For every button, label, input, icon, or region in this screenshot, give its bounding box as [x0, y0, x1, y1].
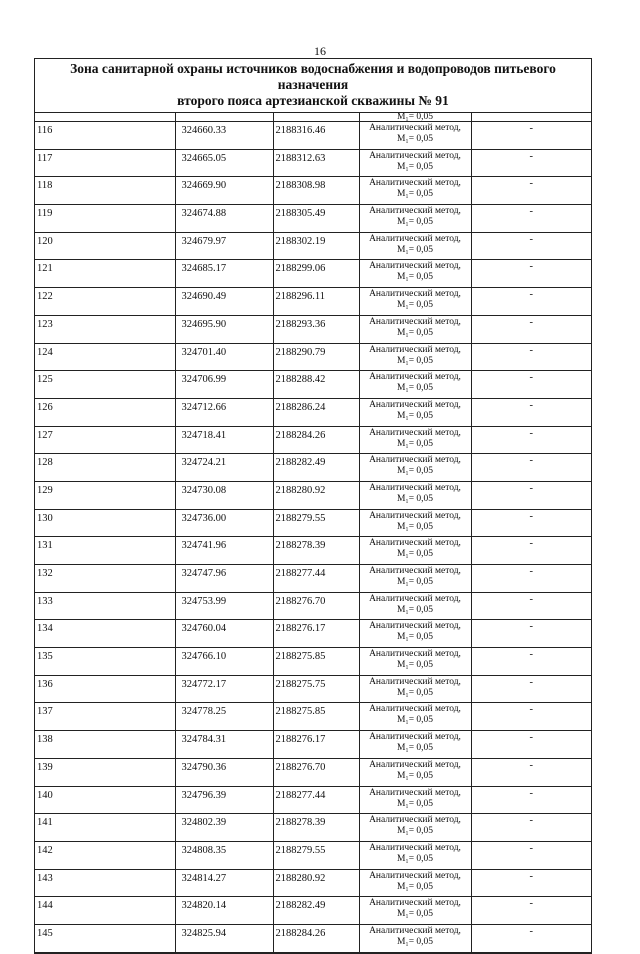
method-label: Аналитический метод,	[369, 649, 461, 660]
method-label: Аналитический метод,	[369, 206, 461, 217]
point-number: 134	[35, 620, 175, 648]
determination-method	[359, 426, 471, 454]
method-label: Аналитический метод,	[369, 870, 461, 881]
point-number: 139	[35, 758, 175, 786]
determination-method	[359, 620, 471, 648]
coordinate-x: 324730.08	[175, 481, 273, 509]
coordinate-x: 324660.33	[175, 122, 273, 150]
coordinate-x: 324766.10	[175, 648, 273, 676]
coordinate-x: 324808.35	[175, 841, 273, 869]
continued-row	[35, 113, 591, 122]
accuracy-value: M₁= 0,05	[396, 826, 434, 837]
accuracy-value: M₁= 0,05	[396, 632, 434, 643]
coordinate-y: 2188302.19	[273, 232, 359, 260]
accuracy-value: M₁= 0,05	[396, 217, 434, 228]
coordinate-x: 324747.96	[175, 565, 273, 593]
coordinate-y: 2188312.63	[273, 149, 359, 177]
table-row	[35, 205, 591, 233]
point-number: 123	[35, 315, 175, 343]
note-dash: -	[471, 758, 591, 786]
point-number: 125	[35, 371, 175, 399]
note-dash: -	[471, 731, 591, 759]
point-number: 126	[35, 398, 175, 426]
accuracy-value: M₁= 0,05	[396, 300, 434, 311]
determination-method	[359, 149, 471, 177]
coordinate-y: 2188286.24	[273, 398, 359, 426]
determination-method	[359, 648, 471, 676]
determination-method	[359, 703, 471, 731]
table-row	[35, 731, 591, 759]
table-row	[35, 841, 591, 869]
method-label: Аналитический метод,	[369, 593, 461, 604]
coordinate-x: 324825.94	[175, 924, 273, 952]
point-number: 129	[35, 481, 175, 509]
coordinate-y: 2188276.17	[273, 620, 359, 648]
note-dash: -	[471, 232, 591, 260]
accuracy-value: M₁= 0,05	[396, 189, 434, 200]
coordinate-y: 2188277.44	[273, 786, 359, 814]
coordinate-y: 2188293.36	[273, 315, 359, 343]
accuracy-value: M₁= 0,05	[396, 881, 434, 892]
coordinate-y: 2188282.49	[273, 897, 359, 925]
coordinate-y: 2188282.49	[273, 454, 359, 482]
coordinate-x: 324820.14	[175, 897, 273, 925]
method-label: Аналитический метод,	[369, 289, 461, 300]
point-number: 142	[35, 841, 175, 869]
method-label: Аналитический метод,	[369, 399, 461, 410]
table-row	[35, 814, 591, 842]
accuracy-value: M₁= 0,05	[396, 577, 434, 587]
determination-method	[359, 565, 471, 593]
method-label: Аналитический метод,	[369, 704, 461, 715]
coordinate-x: 324753.99	[175, 592, 273, 620]
coordinate-y: 2188299.06	[273, 260, 359, 288]
coordinate-y: 2188280.92	[273, 481, 359, 509]
coordinate-x: 324669.90	[175, 177, 273, 205]
accuracy-value: M₁= 0,05	[396, 549, 434, 560]
determination-method	[359, 731, 471, 759]
table-row	[35, 288, 591, 316]
method-label: Аналитический метод,	[369, 732, 461, 743]
coordinate-y: 2188276.70	[273, 758, 359, 786]
accuracy-value: M₁= 0,05	[396, 604, 434, 615]
coordinate-x: 324724.21	[175, 454, 273, 482]
coordinate-x: 324814.27	[175, 869, 273, 897]
coordinate-y: 2188284.26	[273, 924, 359, 952]
coordinate-y: 2188278.39	[273, 537, 359, 565]
note-dash: -	[471, 205, 591, 233]
method-label: Аналитический метод,	[369, 925, 461, 936]
note-dash: -	[471, 398, 591, 426]
table-row	[35, 371, 591, 399]
coordinate-y: 2188275.85	[273, 703, 359, 731]
note-dash: -	[471, 565, 591, 593]
note-dash: -	[471, 703, 591, 731]
point-number: 124	[35, 343, 175, 371]
table-row	[35, 675, 591, 703]
determination-method	[359, 675, 471, 703]
note-dash: -	[471, 426, 591, 454]
point-number: 136	[35, 675, 175, 703]
method-label: Аналитический метод,	[369, 455, 461, 466]
table-row	[35, 481, 591, 509]
coordinate-y: 2188284.26	[273, 426, 359, 454]
table-row	[35, 149, 591, 177]
accuracy-value: M₁= 0,05	[396, 438, 434, 449]
table-title	[35, 59, 591, 113]
determination-method	[359, 315, 471, 343]
method-label: Аналитический метод,	[369, 566, 461, 576]
coordinate-y: 2188296.11	[273, 288, 359, 316]
point-number: 132	[35, 565, 175, 593]
determination-method	[359, 343, 471, 371]
coordinate-x: 324706.99	[175, 371, 273, 399]
note-dash: -	[471, 841, 591, 869]
method-label: Аналитический метод,	[369, 538, 461, 549]
coordinate-y: 2188308.98	[273, 177, 359, 205]
note-dash: -	[471, 454, 591, 482]
table-row	[35, 620, 591, 648]
method-label: Аналитический метод,	[369, 815, 461, 826]
point-number: 135	[35, 648, 175, 676]
determination-method	[359, 758, 471, 786]
method-label: Аналитический метод,	[369, 233, 461, 244]
coordinate-y: 2188278.39	[273, 814, 359, 842]
coordinate-x: 324790.36	[175, 758, 273, 786]
method-label: Аналитический метод,	[369, 150, 461, 161]
determination-method	[359, 869, 471, 897]
accuracy-value: M₁= 0,05	[396, 355, 434, 366]
table-row	[35, 232, 591, 260]
title-line-1: Зона санитарной охраны источников водоснабжения и водопроводов питьевого назначения	[70, 61, 556, 92]
determination-method	[359, 786, 471, 814]
note-dash: -	[471, 343, 591, 371]
method-label: Аналитический метод,	[369, 510, 461, 521]
note-dash: -	[471, 371, 591, 399]
accuracy-value: M₁= 0,05	[396, 466, 434, 477]
note-dash: -	[471, 869, 591, 897]
accuracy-value: M₁= 0,05	[396, 770, 434, 781]
accuracy-value: M₁= 0,05	[396, 161, 434, 172]
coordinate-x: 324695.90	[175, 315, 273, 343]
continued-cell-num	[35, 113, 175, 122]
table-row	[35, 398, 591, 426]
table-row	[35, 786, 591, 814]
determination-method	[359, 924, 471, 952]
coordinate-x: 324796.39	[175, 786, 273, 814]
point-number: 131	[35, 537, 175, 565]
coordinate-x: 324778.25	[175, 703, 273, 731]
determination-method	[359, 260, 471, 288]
note-dash: -	[471, 260, 591, 288]
accuracy-value: M₁= 0,05	[396, 272, 434, 283]
point-number: 122	[35, 288, 175, 316]
point-number: 138	[35, 731, 175, 759]
coordinate-x: 324760.04	[175, 620, 273, 648]
method-label: Аналитический метод,	[369, 676, 461, 687]
method-label: Аналитический метод,	[369, 427, 461, 438]
note-dash: -	[471, 481, 591, 509]
page-number: 16	[314, 44, 326, 58]
determination-method	[359, 454, 471, 482]
method-label: Аналитический метод,	[369, 178, 461, 189]
determination-method	[359, 371, 471, 399]
point-number: 119	[35, 205, 175, 233]
method-label: Аналитический метод,	[369, 759, 461, 770]
note-dash: -	[471, 675, 591, 703]
method-label: Аналитический метод,	[369, 372, 461, 383]
determination-method	[359, 897, 471, 925]
method-label: Аналитический метод,	[369, 123, 461, 133]
method-label: Аналитический метод,	[369, 787, 461, 798]
point-number: 143	[35, 869, 175, 897]
determination-method	[359, 232, 471, 260]
method-label: Аналитический метод,	[369, 482, 461, 493]
accuracy-value: M₁= 0,05	[396, 327, 434, 338]
table-row	[35, 703, 591, 731]
coordinate-x: 324701.40	[175, 343, 273, 371]
coordinate-x: 324685.17	[175, 260, 273, 288]
point-number: 128	[35, 454, 175, 482]
coordinate-x: 324736.00	[175, 509, 273, 537]
coordinate-y: 2188279.55	[273, 841, 359, 869]
table-row	[35, 343, 591, 371]
accuracy-value: M₁= 0,05	[396, 687, 434, 698]
coordinate-x: 324718.41	[175, 426, 273, 454]
coordinate-y: 2188305.49	[273, 205, 359, 233]
accuracy-value: M₁= 0,05	[396, 660, 434, 671]
accuracy-value: M₁= 0,05	[396, 383, 434, 394]
coordinate-x: 324690.49	[175, 288, 273, 316]
accuracy-value: M₁= 0,05	[396, 244, 434, 255]
coordinates-table-sheet	[34, 58, 592, 954]
accuracy-value: M₁= 0,05	[396, 743, 434, 754]
accuracy-value: M₁= 0,05	[396, 410, 434, 421]
point-number: 141	[35, 814, 175, 842]
continued-value: M₁= 0,05	[359, 113, 471, 122]
note-dash: -	[471, 814, 591, 842]
method-label: Аналитический метод,	[369, 344, 461, 355]
coordinate-x: 324665.05	[175, 149, 273, 177]
accuracy-value: M₁= 0,05	[396, 715, 434, 726]
table-row	[35, 565, 591, 593]
note-dash: -	[471, 592, 591, 620]
coordinate-x: 324741.96	[175, 537, 273, 565]
accuracy-value: M₁= 0,05	[396, 521, 434, 532]
coordinate-y: 2188275.85	[273, 648, 359, 676]
coordinate-x: 324802.39	[175, 814, 273, 842]
determination-method	[359, 592, 471, 620]
accuracy-value: M₁= 0,05	[396, 798, 434, 809]
coordinate-x: 324784.31	[175, 731, 273, 759]
note-dash: -	[471, 897, 591, 925]
table-row	[35, 648, 591, 676]
coordinates-table	[35, 113, 591, 953]
method-label: Аналитический метод,	[369, 316, 461, 327]
point-number: 145	[35, 924, 175, 952]
coordinate-y: 2188276.70	[273, 592, 359, 620]
accuracy-value: M₁= 0,05	[396, 909, 434, 920]
table-row	[35, 537, 591, 565]
table-row	[35, 177, 591, 205]
note-dash: -	[471, 149, 591, 177]
coordinate-y: 2188277.44	[273, 565, 359, 593]
point-number: 144	[35, 897, 175, 925]
table-row	[35, 509, 591, 537]
accuracy-value: M₁= 0,05	[396, 853, 434, 864]
point-number: 137	[35, 703, 175, 731]
table-row	[35, 426, 591, 454]
point-number: 120	[35, 232, 175, 260]
point-number: 117	[35, 149, 175, 177]
note-dash: -	[471, 509, 591, 537]
accuracy-value: M₁= 0,05	[396, 936, 434, 947]
continued-cell-y	[273, 113, 359, 122]
note-dash: -	[471, 288, 591, 316]
determination-method	[359, 537, 471, 565]
method-label: Аналитический метод,	[369, 261, 461, 272]
method-label: Аналитический метод,	[369, 621, 461, 632]
point-number: 116	[35, 122, 175, 150]
point-number: 130	[35, 509, 175, 537]
table-row	[35, 315, 591, 343]
determination-method	[359, 122, 471, 150]
determination-method	[359, 205, 471, 233]
coordinate-y: 2188279.55	[273, 509, 359, 537]
method-label: Аналитический метод,	[369, 898, 461, 909]
table-row	[35, 592, 591, 620]
coordinate-x: 324772.17	[175, 675, 273, 703]
determination-method	[359, 398, 471, 426]
coordinate-y: 2188316.46	[273, 122, 359, 150]
table-row	[35, 869, 591, 897]
determination-method	[359, 481, 471, 509]
point-number: 127	[35, 426, 175, 454]
note-dash: -	[471, 122, 591, 150]
note-dash: -	[471, 620, 591, 648]
accuracy-value: M₁= 0,05	[396, 134, 434, 144]
table-row	[35, 122, 591, 150]
coordinate-y: 2188276.17	[273, 731, 359, 759]
determination-method	[359, 509, 471, 537]
coordinate-y: 2188275.75	[273, 675, 359, 703]
determination-method	[359, 288, 471, 316]
coordinate-y: 2188288.42	[273, 371, 359, 399]
coordinate-x: 324674.88	[175, 205, 273, 233]
continued-cell-x	[175, 113, 273, 122]
determination-method	[359, 177, 471, 205]
method-label: Аналитический метод,	[369, 842, 461, 853]
determination-method	[359, 841, 471, 869]
coordinate-x: 324679.97	[175, 232, 273, 260]
point-number: 133	[35, 592, 175, 620]
note-dash: -	[471, 786, 591, 814]
table-row	[35, 924, 591, 952]
table-row	[35, 758, 591, 786]
coordinate-y: 2188280.92	[273, 869, 359, 897]
table-row	[35, 897, 591, 925]
determination-method	[359, 814, 471, 842]
note-dash: -	[471, 315, 591, 343]
note-dash: -	[471, 648, 591, 676]
point-number: 118	[35, 177, 175, 205]
coordinate-x: 324712.66	[175, 398, 273, 426]
note-dash: -	[471, 537, 591, 565]
point-number: 140	[35, 786, 175, 814]
table-row	[35, 454, 591, 482]
accuracy-value: M₁= 0,05	[396, 493, 434, 504]
coordinate-y: 2188290.79	[273, 343, 359, 371]
table-row	[35, 260, 591, 288]
title-line-2: второго пояса артезианской скважины № 91	[177, 93, 449, 108]
continued-cell-dash	[471, 113, 591, 122]
note-dash: -	[471, 177, 591, 205]
note-dash: -	[471, 924, 591, 952]
point-number: 121	[35, 260, 175, 288]
